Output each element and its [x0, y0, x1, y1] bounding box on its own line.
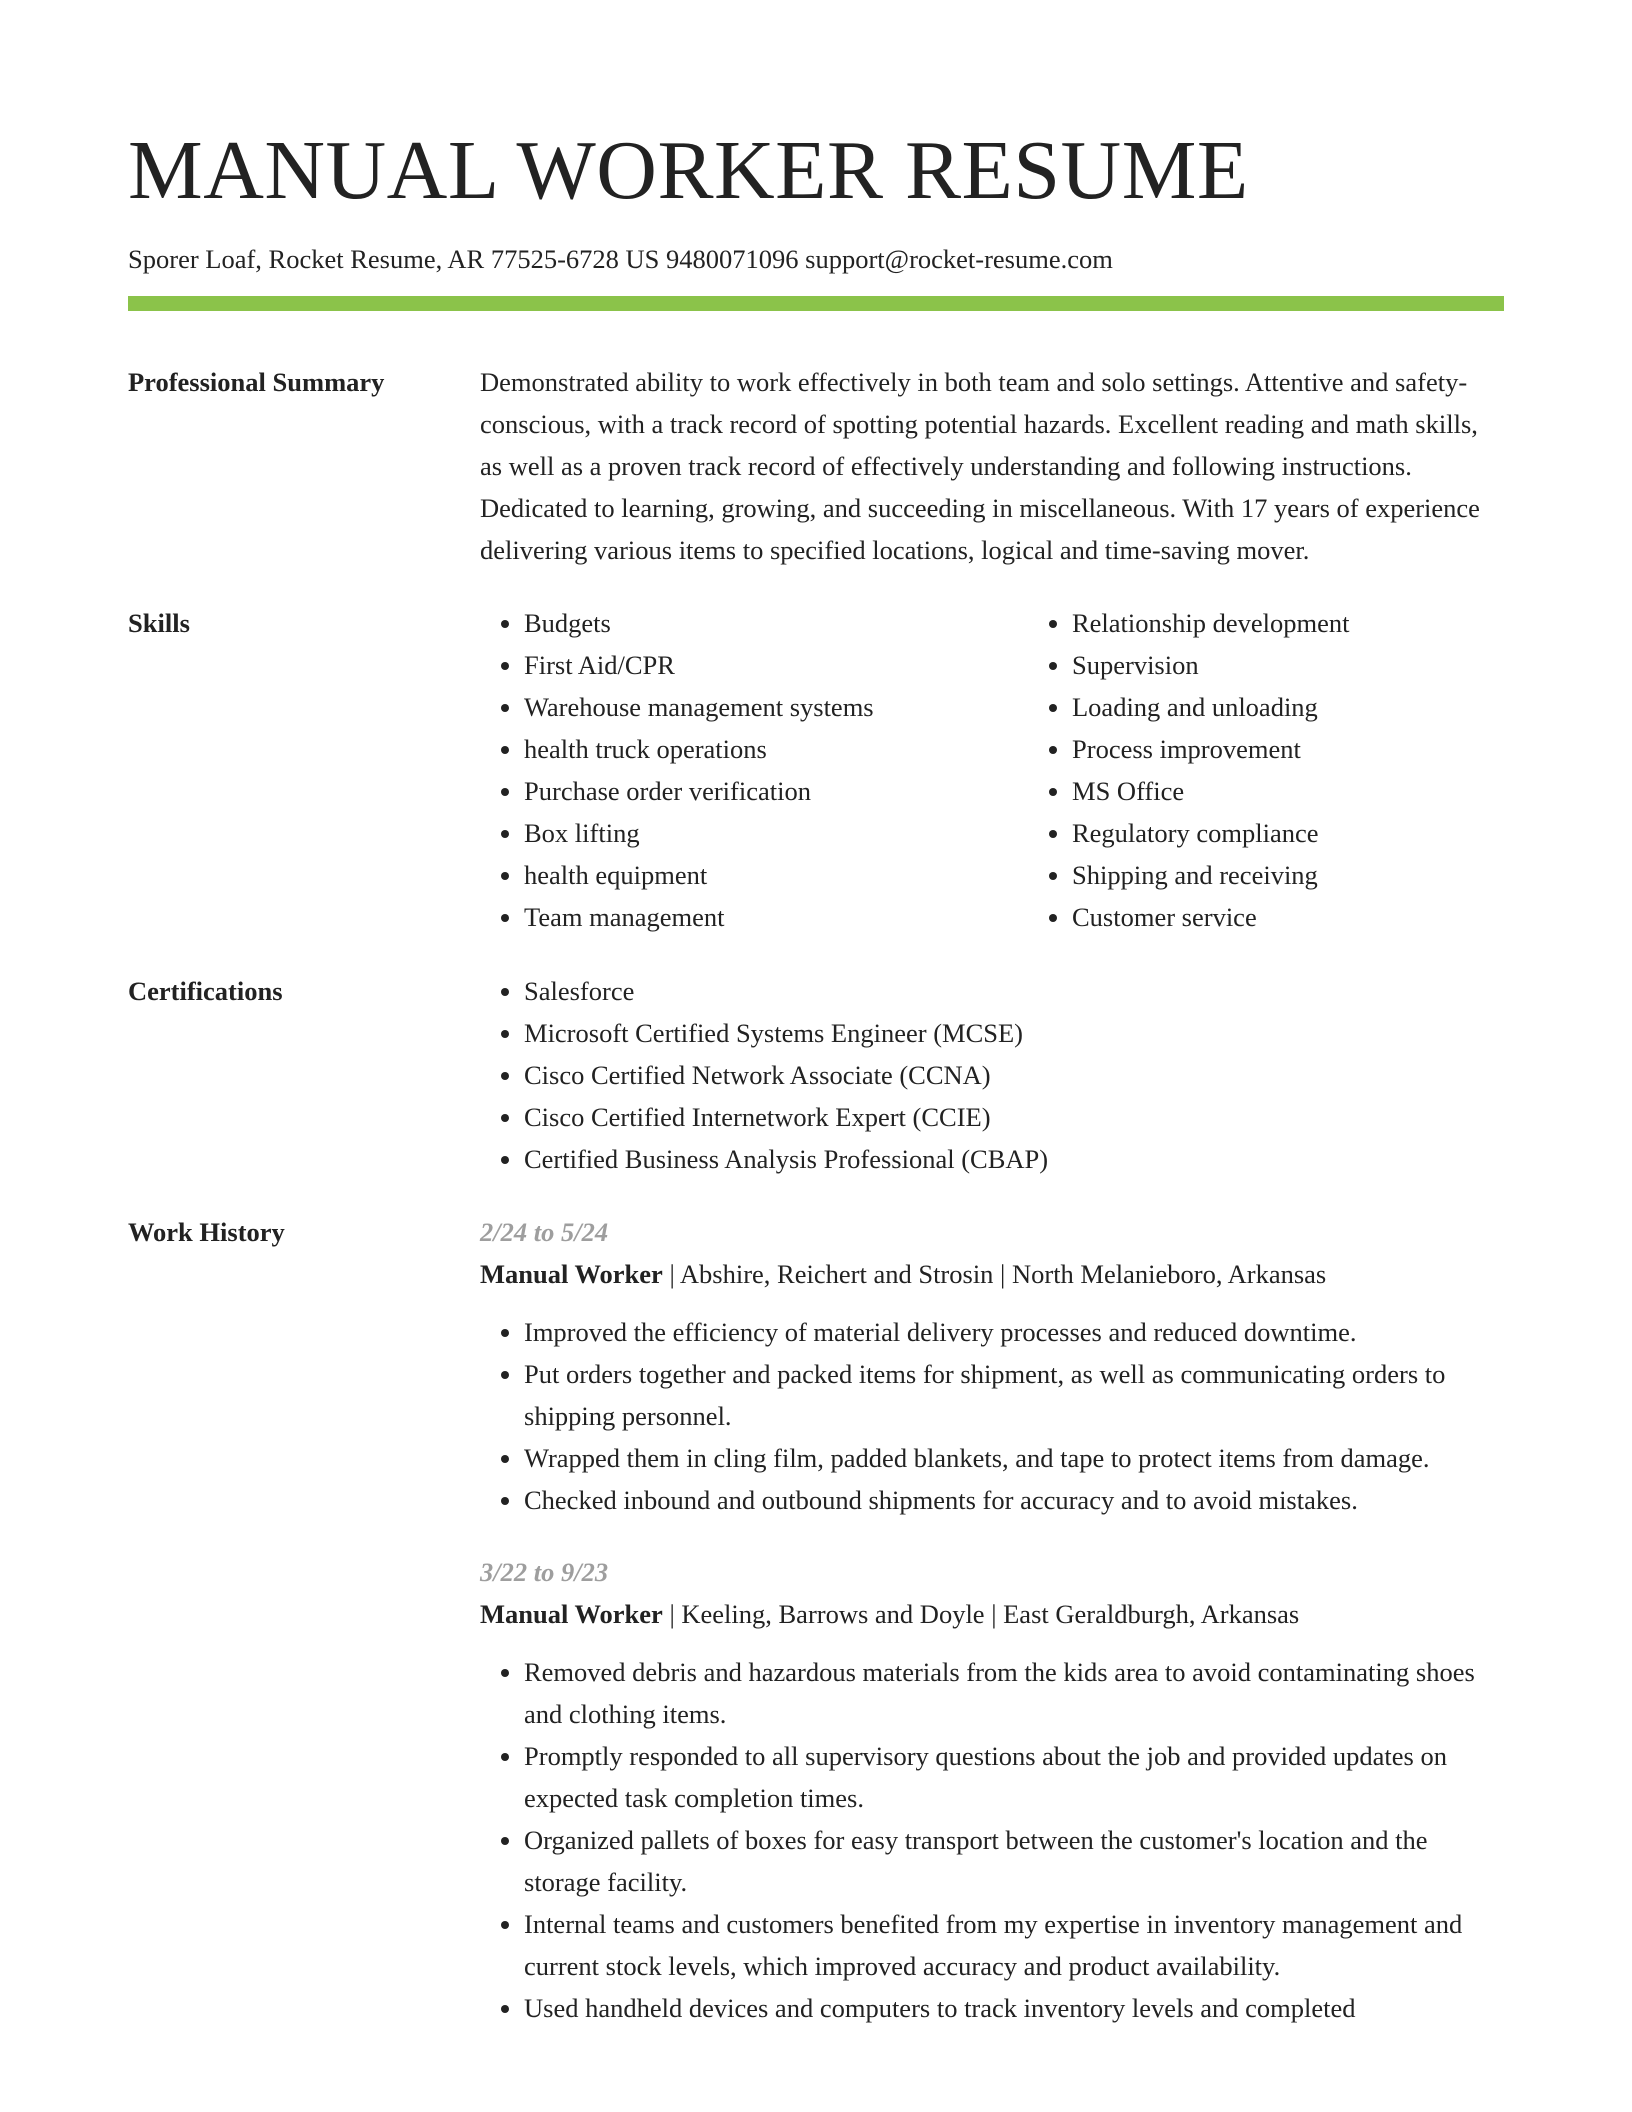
job-bullet: • Wrapped them in cling film, padded blankets, and tape to protect items from damage. — [524, 1437, 1504, 1479]
job-dates: 2/24 to 5/24 — [480, 1217, 609, 1247]
skills-columns — [480, 602, 1572, 938]
skill-item: • Customer service — [1072, 896, 1572, 938]
section-label: Work History — [128, 1217, 285, 1247]
certification-item: • Microsoft Certified Systems Engineer (MCSE) — [524, 1012, 1504, 1054]
job-heading — [480, 1253, 1504, 1295]
skill-item: • MS Office — [1072, 770, 1572, 812]
job-bullet: • Used handheld devices and computers to track inventory levels and completed — [524, 1987, 1504, 2029]
job-bullet: • Checked inbound and outbound shipments for accuracy and to avoid mistakes. — [524, 1479, 1504, 1521]
resume-page — [128, 0, 1504, 2029]
skill-item: • Budgets — [524, 602, 1028, 644]
skill-item: • Regulatory compliance — [1072, 812, 1572, 854]
skills-list-right — [1028, 602, 1572, 938]
skills-section — [128, 602, 1504, 938]
skill-item: • Warehouse management systems — [524, 686, 1028, 728]
job-title: Manual Worker — [480, 1259, 663, 1289]
skills-list-left — [480, 602, 1028, 938]
job-title: Manual Worker — [480, 1599, 663, 1629]
certifications-list — [480, 970, 1504, 1180]
section-label: Skills — [128, 608, 190, 638]
job-bullet: • Organized pallets of boxes for easy transport between the customer's location and the storage facility. — [524, 1819, 1504, 1903]
job-heading — [480, 1593, 1504, 1635]
jobs-list — [480, 1211, 1504, 2029]
skill-item: • Box lifting — [524, 812, 1028, 854]
job-employer-location: | Abshire, Reichert and Strosin | North Melanieboro, Arkansas — [662, 1259, 1327, 1289]
job-bullet: • Promptly responded to all supervisory questions about the job and provided updates on expected task completion times. — [524, 1735, 1504, 1819]
job-dates: 3/22 to 9/23 — [480, 1557, 609, 1587]
professional-summary-section — [128, 361, 1504, 571]
section-label: Certifications — [128, 976, 283, 1006]
certifications-section — [128, 970, 1504, 1180]
certification-item: • Salesforce — [524, 970, 1504, 1012]
skill-item: • Purchase order verification — [524, 770, 1028, 812]
certification-item: • Cisco Certified Internetwork Expert (CCIE) — [524, 1096, 1504, 1138]
job-bullets — [480, 1311, 1504, 1521]
skill-item: • First Aid/CPR — [524, 644, 1028, 686]
job-entry — [480, 1551, 1504, 2029]
skill-item: • health equipment — [524, 854, 1028, 896]
skill-item: • Team management — [524, 896, 1028, 938]
skill-item: • Loading and unloading — [1072, 686, 1572, 728]
job-entry — [480, 1211, 1504, 1521]
job-bullet: • Improved the efficiency of material delivery processes and reduced downtime. — [524, 1311, 1504, 1353]
job-bullet: • Put orders together and packed items for shipment, as well as communicating orders to shipping personnel. — [524, 1353, 1504, 1437]
skill-item: • Process improvement — [1072, 728, 1572, 770]
resume-title: MANUAL WORKER RESUME — [128, 124, 1249, 217]
certification-item: • Certified Business Analysis Professional (CBAP) — [524, 1138, 1504, 1180]
work-history-section — [128, 1211, 1504, 2029]
skill-item: • Relationship development — [1072, 602, 1572, 644]
contact-line: Sporer Loaf, Rocket Resume, AR 77525-6728 US 9480071096 support@rocket-resume.com — [128, 244, 1113, 274]
section-label: Professional Summary — [128, 367, 385, 397]
job-bullet: • Internal teams and customers benefited from my expertise in inventory management and current stock levels, which improved accuracy and product availability. — [524, 1903, 1504, 1987]
job-employer-location: | Keeling, Barrows and Doyle | East Geraldburgh, Arkansas — [662, 1599, 1300, 1629]
job-bullet: • Removed debris and hazardous materials from the kids area to avoid contaminating shoes and clothing items. — [524, 1651, 1504, 1735]
skill-item: • Shipping and receiving — [1072, 854, 1572, 896]
skill-item: • health truck operations — [524, 728, 1028, 770]
job-bullets — [480, 1651, 1504, 2029]
accent-divider — [128, 296, 1504, 311]
summary-text: Demonstrated ability to work effectively in both team and solo settings. Attentive and safety-conscious, with a track record of spotting potential hazards. Excellent reading and math skills, as well as a proven track record of effectively understanding and following instructions. Dedicated to learning, growing, and succeeding in miscellaneous. With 17 years of experience delivering various items to specified locations, logical and time-saving mover. — [480, 367, 1480, 565]
certification-item: • Cisco Certified Network Associate (CCNA) — [524, 1054, 1504, 1096]
skill-item: • Supervision — [1072, 644, 1572, 686]
